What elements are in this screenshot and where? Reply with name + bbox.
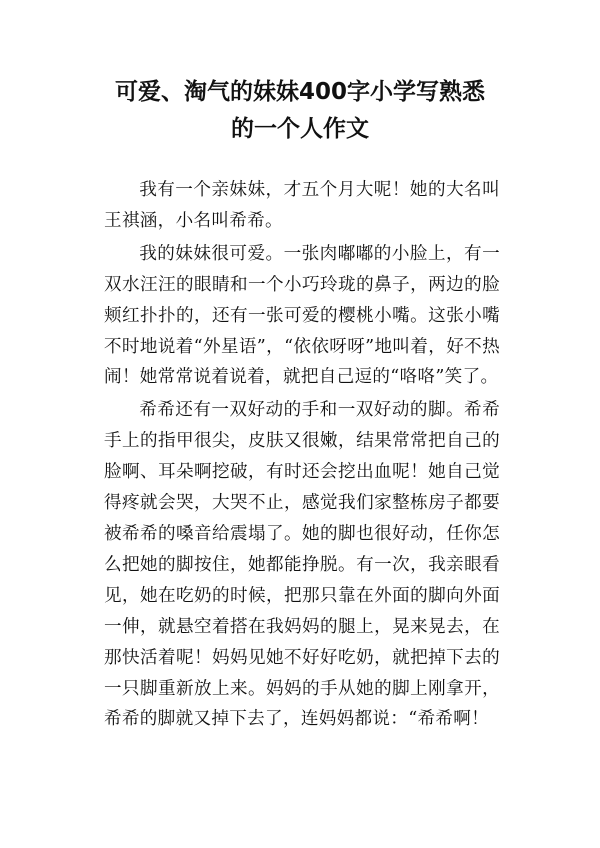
- page-title: [60, 74, 540, 148]
- paragraph-1: 我有一个亲妹妹，才五个月大呢！她的大名叫王祺涵，小名叫希希。: [104, 180, 500, 231]
- paragraph-3: 希希还有一双好动的手和一双好动的脚。希希手上的指甲很尖，皮肤又很嫩，结果常常把自己的脸啊、耳朵啊挖破，有时还会挖出血呢！她自己觉得疼就会哭，大哭不止，感觉我们家整栋房子都要被希希的嗓音给震塌了。她的脚也很好动，任你怎么把她的脚按住，她都能挣脱。有一次，我亲眼看见，她在吃奶的时候，把那只靠在外面的脚向外面一伸，就悬空着搭在我妈妈的腿上，晃来晃去，在那快活着呢！妈妈见她不好好吃奶，就把掉下去的一只脚重新放上来。妈妈的手从她的脚上刚拿开，希希的脚就又掉下去了，连妈妈都说：“希希啊！: [104, 400, 500, 730]
- essay-body: [104, 175, 500, 737]
- title-line-1: 可爱、淘气的妹妹400字小学写熟悉: [114, 79, 485, 105]
- paragraph-2: 我的妹妹很可爱。一张肉嘟嘟的小脸上，有一双水汪汪的眼睛和一个小巧玲珑的鼻子，两边的脸颊红扑扑的，还有一张可爱的樱桃小嘴。这张小嘴不时地说着“外星语”，“依依呀呀”地叫着，好不热闹！她常常说着说着，就把自己逗的“咯咯”笑了。: [104, 243, 500, 388]
- title-line-2: 的一个人作文: [231, 116, 369, 142]
